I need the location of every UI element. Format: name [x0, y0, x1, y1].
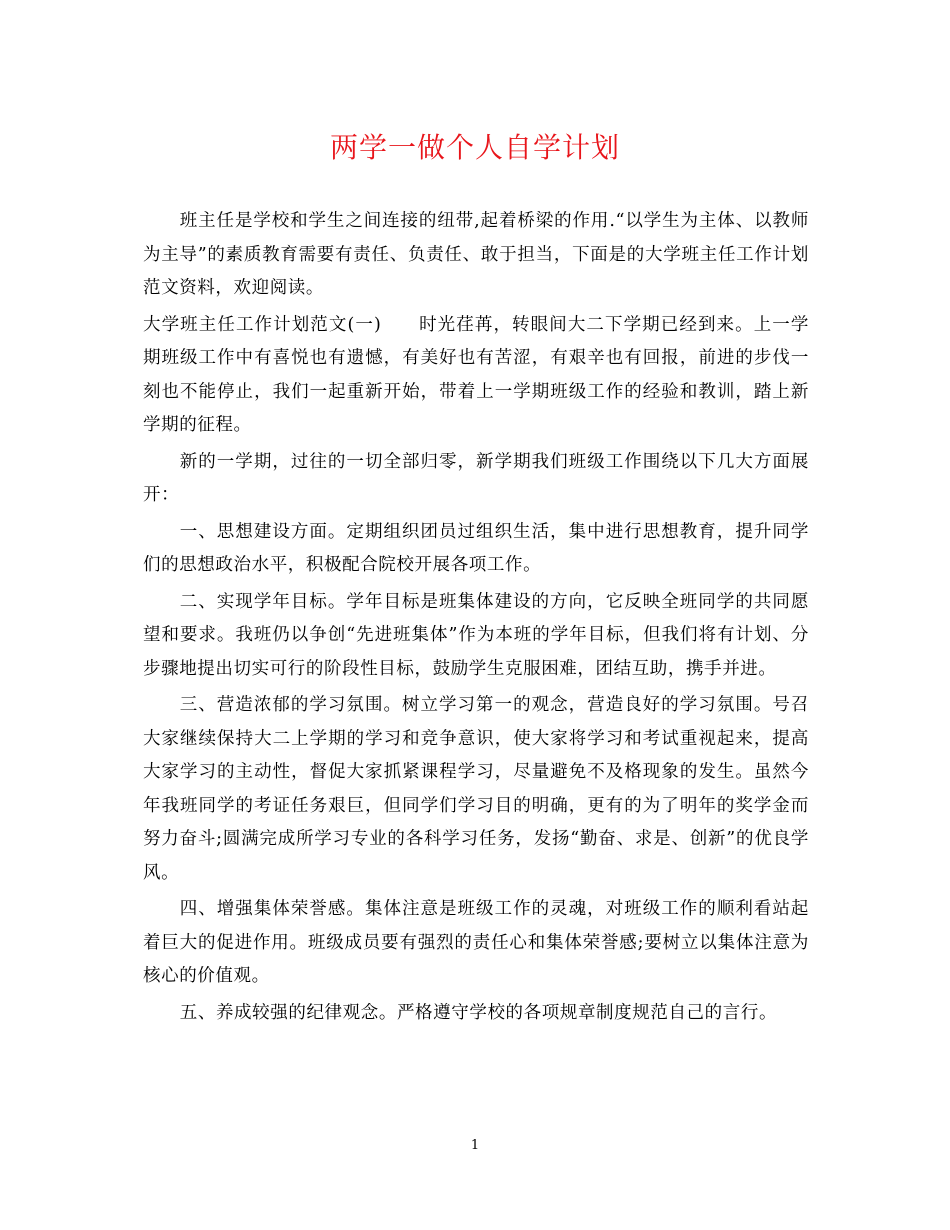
- document-title: 两学一做个人自学计划: [329, 131, 620, 164]
- paragraph-intro: 班主任是学校和学生之间连接的纽带,起着桥梁的作用.“以学生为主体、以教师为主导”的素质教育需要有责任、负责任、敢于担当，下面是的大学班主任工作计划范文资料，欢迎阅读。: [143, 211, 809, 298]
- paragraph-item-3: 三、营造浓郁的学习氛围。树立学习第一的观念，营造良好的学习氛围。号召大家继续保持大二上学期的学习和竞争意识，使大家将学习和考试重视起来，提高大家学习的主动性，督促大家抓紧课程学习，尽量避免不及格现象的发生。虽然今年我班同学的考证任务艰巨，但同学们学习目的明确，更有的为了明年的奖学金而努力奋斗;圆满完成所学习专业的各科学习任务，发扬“勤奋、求是、创新”的优良学风。: [143, 695, 809, 883]
- paragraph-item-4: 四、增强集体荣誉感。集体注意是班级工作的灵魂，对班级工作的顺利看站起着巨大的促进作用。班级成员要有强烈的责任心和集体荣誉感;要树立以集体注意为核心的价值观。: [143, 899, 809, 986]
- document-body: [143, 205, 809, 1033]
- paragraph-item-5: 五、养成较强的纪律观念。严格遵守学校的各项规章制度规范自己的言行。: [179, 1002, 778, 1023]
- paragraph-plan-intro: 大学班主任工作计划范文(一) 时光荏苒，转眼间大二下学期已经到来。上一学期班级工作中有喜悦也有遗憾，有美好也有苦涩，有艰辛也有回报，前进的步伐一刻也不能停止，我们一起重新开始，带着上一学期班级工作的经验和教训，踏上新学期的征程。: [143, 314, 809, 435]
- paragraph-item-2: 二、实现学年目标。学年目标是班集体建设的方向，它反映全班同学的共同愿望和要求。我班仍以争创“先进班集体”作为本班的学年目标，但我们将有计划、分步骤地提出切实可行的阶段性目标，鼓励学生克服困难，团结互助，携手并进。: [143, 591, 809, 679]
- paragraph-new-semester: 新的一学期，过往的一切全部归零，新学期我们班级工作围绕以下几大方面展开：: [143, 451, 809, 505]
- page-number: 1: [470, 1138, 480, 1153]
- paragraph-item-1: 一、思想建设方面。定期组织团员过组织生活，集中进行思想教育，提升同学们的思想政治水平，积极配合院校开展各项工作。: [143, 521, 809, 575]
